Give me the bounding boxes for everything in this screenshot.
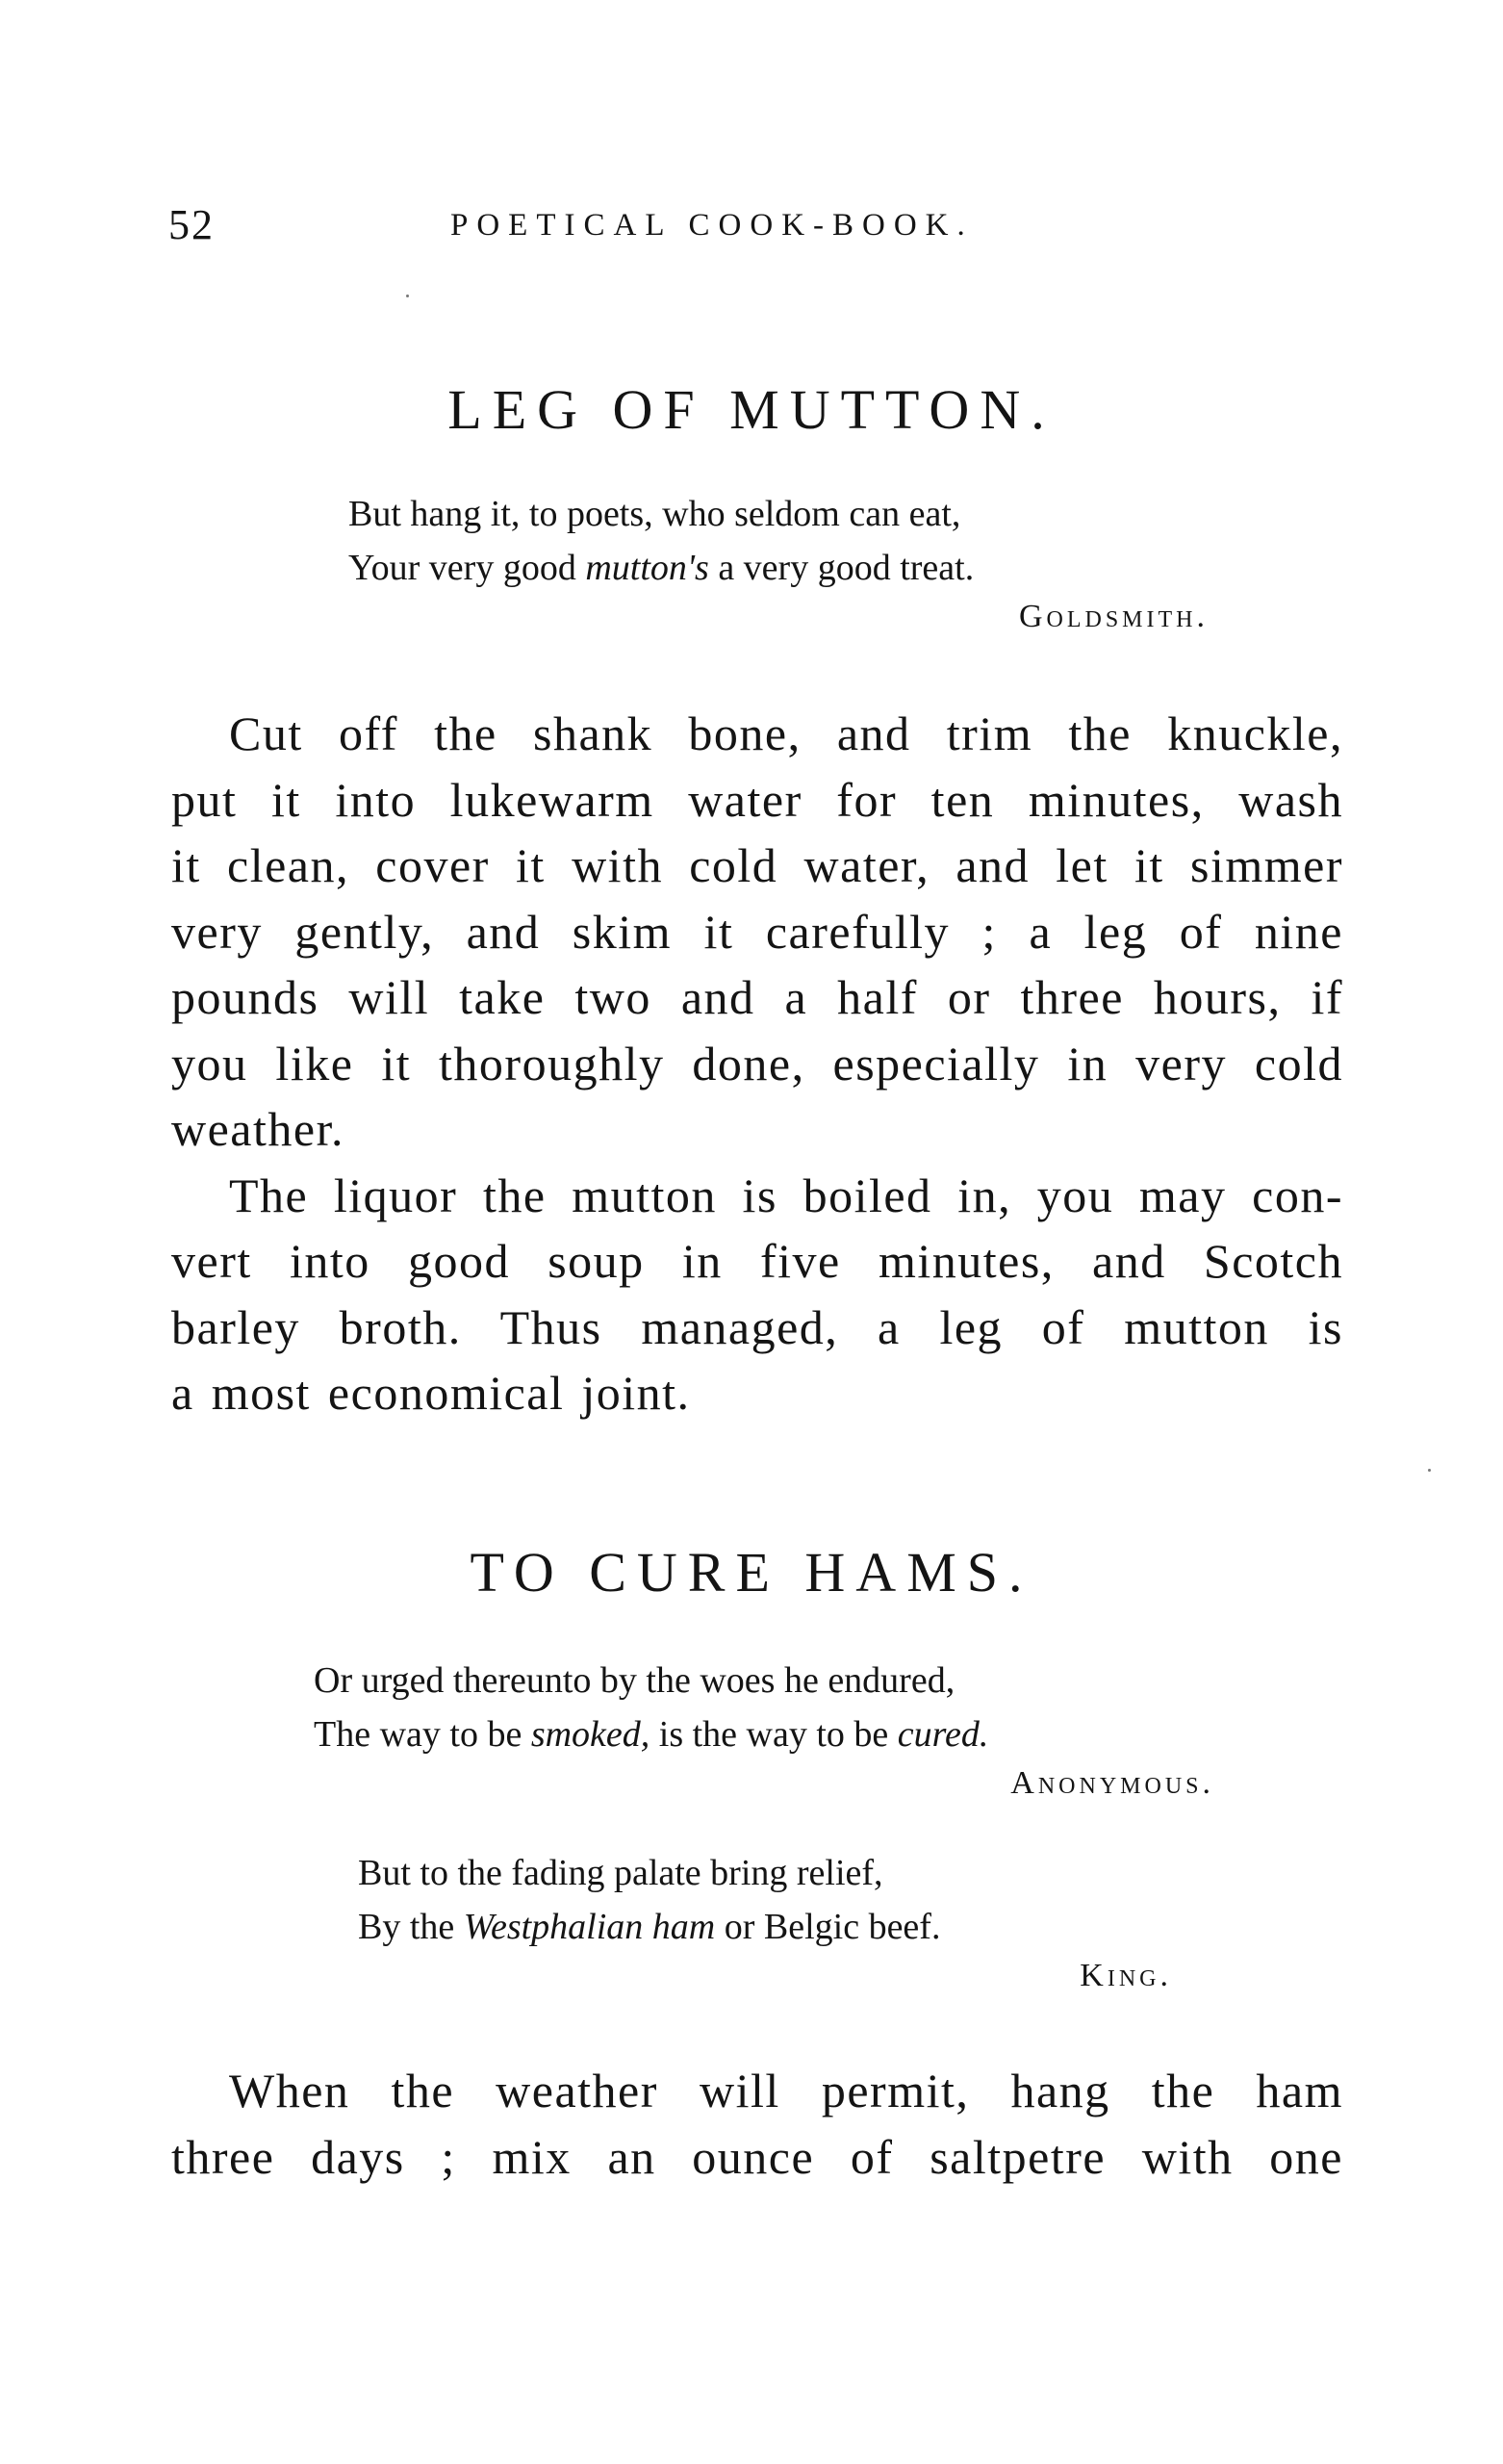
- attribution-anonymous: Anonymous.: [1010, 1765, 1214, 1801]
- epigraph-king: [358, 1846, 940, 1954]
- verse-line: The way to be smoked, is the way to be cured.: [314, 1714, 989, 1755]
- epigraph-anonymous: [314, 1654, 988, 1761]
- attribution-goldsmith: Goldsmith.: [1018, 599, 1209, 634]
- paper-speck: [1428, 1469, 1431, 1472]
- section-heading-to-cure-hams: TO CURE HAMS.: [470, 1541, 1033, 1604]
- verse-line: But to the fading palate bring relief,: [358, 1853, 883, 1893]
- prose-line: The liquor the mutton is boiled in, you may con-: [229, 1168, 1343, 1222]
- prose-line: barley broth. Thus managed, a leg of mutton is: [171, 1299, 1343, 1354]
- italic-phrase: Westphalian ham: [463, 1907, 716, 1947]
- paragraph-mutton-method: [171, 701, 1343, 1426]
- italic-phrase: smoked,: [530, 1714, 650, 1755]
- prose-line: pounds will take two and a half or three hours, if: [171, 970, 1343, 1024]
- prose-line: Cut off the shank bone, and trim the knuckle,: [229, 706, 1343, 760]
- prose-line: three days ; mix an ounce of saltpetre with one: [171, 2129, 1343, 2184]
- prose-line: a most economical joint.: [171, 1366, 691, 1420]
- prose-line: put it into lukewarm water for ten minutes, wash: [171, 772, 1343, 827]
- verse-line: Or urged thereunto by the woes he endured,: [314, 1660, 955, 1701]
- attribution-king: King.: [1080, 1958, 1172, 1993]
- verse-line: But hang it, to poets, who seldom can eat,: [348, 494, 961, 534]
- prose-line: vert into good soup in five minutes, and Scotch: [171, 1234, 1343, 1288]
- prose-line: When the weather will permit, hang the ham: [229, 2064, 1343, 2118]
- prose-line: very gently, and skim it carefully ; a leg of nine: [171, 904, 1343, 959]
- page-number: 52: [168, 201, 215, 248]
- paragraph-cure-hams: [171, 2058, 1343, 2190]
- paper-speck: [406, 295, 409, 297]
- running-head: [168, 200, 1352, 258]
- italic-phrase: mutton's: [585, 548, 709, 588]
- prose-line: you like it thoroughly done, especially in very cold: [171, 1036, 1343, 1091]
- epigraph-goldsmith: [348, 487, 974, 595]
- prose-line: it clean, cover it with cold water, and let it simmer: [171, 838, 1343, 892]
- italic-phrase: cured.: [897, 1714, 989, 1755]
- section-heading-leg-of-mutton: LEG OF MUTTON.: [447, 378, 1056, 441]
- verse-line: Your very good mutton's a very good treat.: [348, 548, 975, 588]
- verse-line: By the Westphalian ham or Belgic beef.: [358, 1907, 941, 1947]
- prose-line: weather.: [171, 1102, 344, 1156]
- running-title: POETICAL COOK-BOOK.: [450, 208, 974, 243]
